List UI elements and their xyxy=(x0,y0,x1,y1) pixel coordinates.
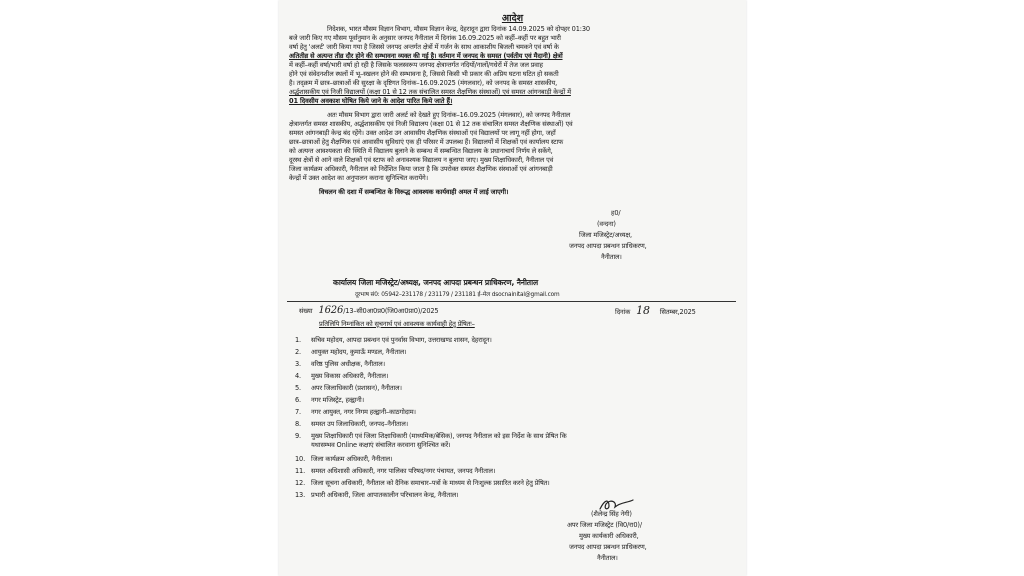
signatory-name: (वन्दना) xyxy=(597,220,616,228)
dispatch-date xyxy=(615,304,696,317)
order-line: समस्त आंगनबाड़ी केन्द्र बंद रहेंगे। उक्त आदेश उन आवासीय शैक्षणिक संस्थाओं एवं विद्यालयों पर लागू नहीं होगा, जहाँ xyxy=(289,129,556,137)
order-line: केन्द्रों में उक्त आदेश का अनुपालन कराना सुनिश्चित करायेंगे। xyxy=(289,174,428,182)
signatory-role: मुख्य कार्यकारी अधिकारी, xyxy=(579,532,639,540)
order-line: अतितीव्र से अत्यन्त तीव्र दौर होने की सम्भावना व्यक्त की गई है। वर्तमान में जनपद के समस्त (पर्वतीय एवं मैदानी) क्षेत्रों xyxy=(289,52,563,60)
order-line: निदेशक, भारत मौसम विज्ञान विभाग, मौसम विज्ञान केन्द्र, देहरादून द्वारा दिनांक 14.09.2025 को दोपहर 01:30 xyxy=(327,25,590,33)
list-item: 12. जिला सूचना अधिकारी, नैनीताल को दैनिक समाचार–पत्रों के माध्यम से निःशुल्क प्रसारित करने हेतु प्रेषित। xyxy=(295,479,550,487)
signed-mark: ह0/ xyxy=(611,209,621,217)
dispatch-number-label: संख्या xyxy=(299,307,313,315)
order-line: वर्षा हेतु 'अलर्ट' जारी किया गया है जिससे जनपद अन्तर्गत क्षेत्रों में गर्जन के साथ आकाशीय बिजली चमकने एवं वर्षा के xyxy=(289,43,559,51)
signatory-designation: जिला मजिस्ट्रेट/अध्यक्ष, xyxy=(579,231,632,239)
order-line: 01 दिवसीय अवकाश घोषित किये जाने के आदेश पारित किये जाते हैं। xyxy=(289,97,453,105)
signatory-authority: जनपद आपदा प्रबन्धन प्राधिकरण, xyxy=(569,543,647,551)
order-title: आदेश xyxy=(501,13,524,24)
signatory-designation: अपर जिला मजिस्ट्रेट (वि0/रा0)/ xyxy=(567,521,642,529)
signatory-place: नैनीताल। xyxy=(601,253,622,261)
office-name: कार्यालय जिला मजिस्ट्रेट/अध्यक्ष, जनपद आपदा प्रबन्धन प्राधिकरण, नैनीताल xyxy=(333,278,538,287)
list-item: 10. जिला कार्यक्रम अधिकारी, नैनीताल। xyxy=(295,455,393,463)
signatory-authority: जनपद आपदा प्रबन्धन प्राधिकरण, xyxy=(569,242,647,250)
order-line: बजे जारी किए गए मौसम पूर्वानुमान के अनुसार जनपद नैनीताल में दिनांक 16.09.2025 को कहीं–कहीं पर बहुत भारी xyxy=(289,34,561,42)
order-line: जिला कार्यक्रम अधिकारी, नैनीताल को निर्देशित किया जाता है कि उपरोक्त समस्त शैक्षणिक संस्थाओं एवं आंगनबाड़ी xyxy=(289,165,553,173)
list-item: 11. समस्त अधिशासी अधिकारी, नगर पालिका परिषद/नगर पंचायत, जनपद नैनीताल। xyxy=(295,467,496,475)
header-rule xyxy=(287,301,736,302)
list-item: 7. नगर आयुक्त, नगर निगम हल्द्वानी–काठगोदाम। xyxy=(295,408,416,416)
list-item: 8. समस्त उप जिलाधिकारी, जनपद–नैनीताल। xyxy=(295,420,408,428)
order-line: को अत्यन्त आवश्यकता की स्थिति में विद्यालय बुलाने के सम्बन्ध में सम्बन्धित विद्यालय के प्रधानाचार्य निर्णय ले सकेंगे, xyxy=(289,147,553,155)
dispatch-number xyxy=(299,307,438,315)
order-document xyxy=(279,0,746,576)
order-line: अतः मौसम विभाग द्वारा जारी अलर्ट को देखते हुए दिनांक–16.09.2025 (मंगलवार), को जनपद नैनीताल xyxy=(327,111,571,119)
list-item: 6. नगर मजिस्ट्रेट, हल्द्वानी। xyxy=(295,396,364,404)
dispatch-date-label: दिनांक xyxy=(615,308,631,316)
list-item: 9. मुख्य शिक्षाधिकारी एवं जिला शिक्षाधिकारी (माध्यमिक/बेसिक), जनपद नैनीताल को इस निर्देश के साथ प्रेषित कि xyxy=(295,432,567,440)
list-item: 13. प्रभारी अधिकारी, जिला आपातकालीन परिचालन केन्द्र, नैनीताल। xyxy=(295,491,459,499)
order-line: छात्र–छात्राओं हेतु शैक्षणिक एवं आवासीय सुविधाएं एक ही परिसर में उपलब्ध हैं। विद्यालयों में शिक्षकों एवं कार्यालय स्टाफ xyxy=(289,138,564,146)
order-line: विचलन की दशा में सम्बन्धित के विरूद्ध आवश्यक कार्यवाही अमल में लाई जाएगी। xyxy=(319,188,509,196)
order-line: अर्द्धशासकीय एवं निजी विद्यालयों (कक्षा 01 से 12 तक संचालित समस्त शैक्षणिक संस्थाओं) एवं समस्त आंगनबाड़ी केन्द्रों में xyxy=(289,88,571,96)
order-line: दूरस्थ क्षेत्रों से आने वाले शिक्षकों एवं स्टाफ को अनावश्यक विद्यालय न बुलाया जाए। मुख्य शिक्षाधिकारी, नैनीताल एवं xyxy=(289,156,554,164)
order-line: है। तद्क्रम में छात्र–छात्राओं की सुरक्षा के दृष्टिगत दिनांक–16.09.2025 (मंगलवार), को जनपद के समस्त शासकीय, xyxy=(289,79,558,87)
order-line: में कहीं–कहीं वर्षा/भारी वर्षा हो रही है जिसके फलस्वरूप जनपद क्षेत्रान्तर्गत नदियों/नालों/गधेरों में तेज जल प्रवाह xyxy=(289,61,543,69)
dispatch-date-handwritten: 18 xyxy=(636,304,650,317)
list-item: 3. वरिष्ठ पुलिस अधीक्षक, नैनीताल। xyxy=(295,360,385,368)
dispatch-month-year: सितम्बर,2025 xyxy=(659,308,696,316)
signatory-place: नैनीताल। xyxy=(597,554,618,562)
copy-to-line: प्रतिलिपि निम्नांकित को सूचनार्थ एवं आवश्यक कार्यवाही हेतु प्रेषितः– xyxy=(319,320,475,328)
dispatch-number-handwritten: 1626 xyxy=(318,305,344,316)
list-item: 4. मुख्य विकास अधिकारी, नैनीताल। xyxy=(295,372,389,380)
list-item: यथासम्भव Online कक्षाएं संचालित करवाना सुनिश्चित करें। xyxy=(311,441,451,449)
order-line: होने एवं संवेदनशील स्थलों में भू–स्खलन होने की सम्भावना है, जिससे किसी भी प्रकार की अप्रिय घटना घटित हो सकती xyxy=(289,70,559,78)
list-item: 1. सचिव महोदय, आपदा प्रबन्धन एवं पुनर्वास विभाग, उत्तराखण्ड शासन, देहरादून। xyxy=(295,336,492,344)
list-item: 2. आयुक्त महोदय, कुमाऊँ मण्डल, नैनीताल। xyxy=(295,348,407,356)
office-contact: दूरभाष सं0: 05942–231178 / 231179 / 231181 ई–मेल dsocnainital@gmail.com xyxy=(355,292,560,298)
order-line: क्षेत्रान्तर्गत समस्त शासकीय, अर्द्धशासकीय एवं निजी विद्यालय (कक्षा 01 से 12 तक संचालित समस्त शैक्षणिक संस्थाओं) एवं xyxy=(289,120,573,128)
list-item: 5. अपर जिलाधिकारी (प्रशासन), नैनीताल। xyxy=(295,384,402,392)
dispatch-number-rest: /13–सी0आ0प्र0(जि0आ0प्रा0)/2025 xyxy=(343,307,439,315)
signatory-name: (शैलेन्द्र सिंह नेगी) xyxy=(591,510,632,518)
